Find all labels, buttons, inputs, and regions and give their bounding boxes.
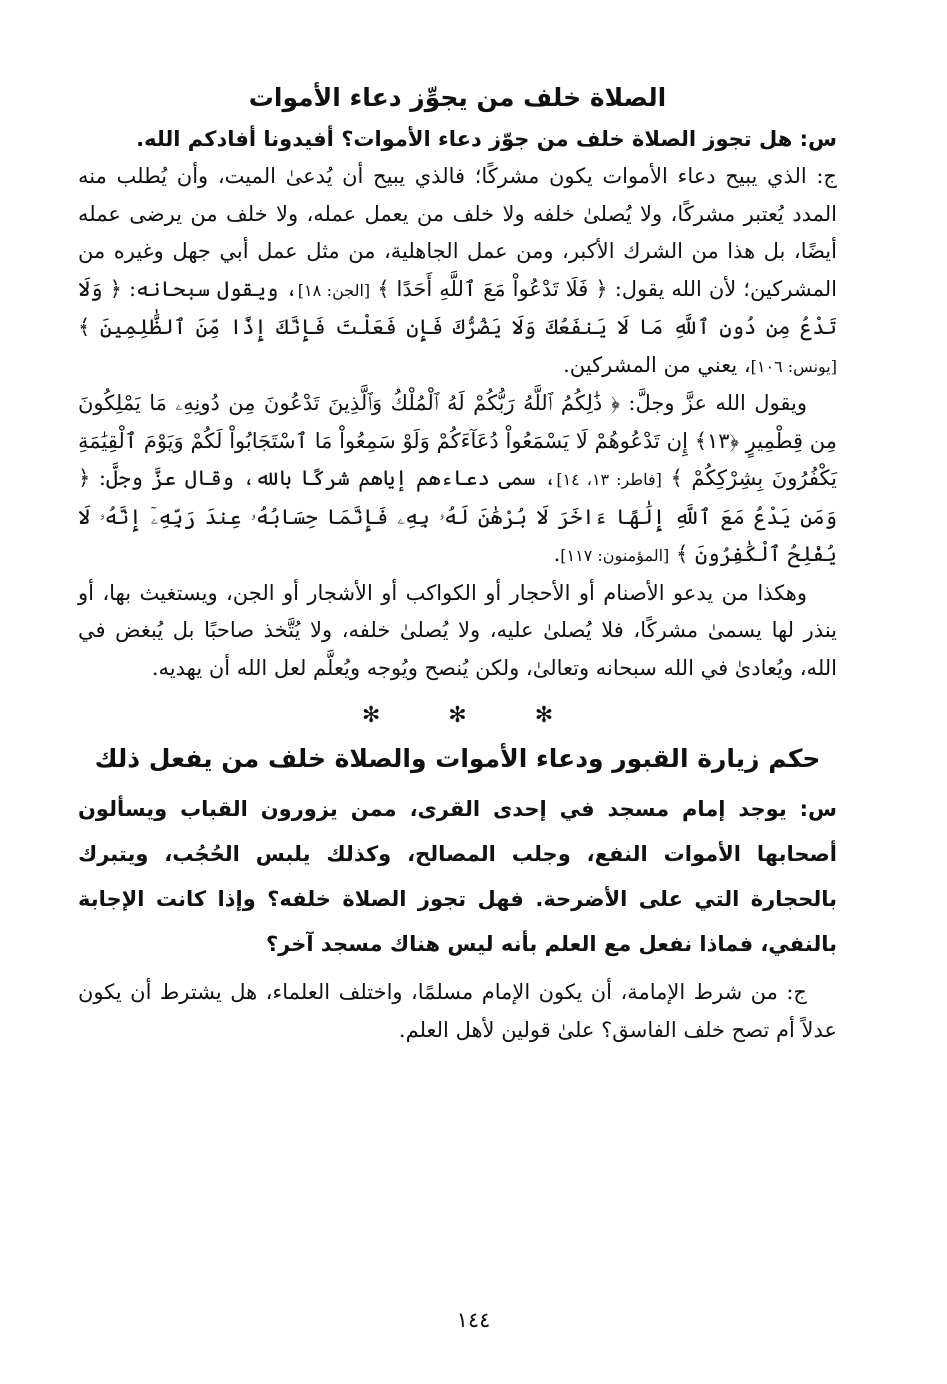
section1-answer-paragraph-1 [78, 158, 837, 385]
section1-answer-paragraph-2 [78, 385, 837, 575]
asterisk-ornament-icon: ✻ [361, 703, 381, 728]
verse-reference-muminun: [المؤمنون: ١١٧] [560, 546, 670, 565]
paragraph2-mid-text: ، سمى دعاءهم إياهم شركًا بالله، وقال عزَّ وجلَّ: [90, 466, 557, 490]
answer-end-text: ، يعني من المشركين. [563, 352, 751, 377]
section1-question: س: هل تجوز الصلاة خلف من جوّز دعاء الأموات؟ أفيدونا أفادكم الله. [136, 127, 837, 151]
section1-answer-paragraph-3: وهكذا من يدعو الأصنام أو الأحجار أو الكواكب أو الأشجار أو الجن، ويستغيث بها، أو ينذر لها يسمىٰ مشركًا، فلا يُصلىٰ عليه، ولا يُصلىٰ خلفه، ولا يُتَّخذ صاحبًا بل يُبغض في الله، ويُعادىٰ في الله سبحانه وتعالىٰ، ولكن يُنصح ويُوجه ويُعلَّم لعل الله أن يهديه. [78, 580, 837, 680]
quran-verse-muminun: ﴿ وَمَن يَدْعُ مَعَ ٱللَّهِ إِلَٰهًا ءَاخَرَ لَا بُرْهَٰنَ لَهُۥ بِهِۦ فَإِنَّمَا حِسَابُهُۥ عِندَ رَبِّهِۦٓ إِنَّهُۥ لَا يُفْلِحُ ٱلْكَٰفِرُونَ ﴾ [78, 466, 837, 566]
section2-answer: ج: من شرط الإمامة، أن يكون الإمام مسلمًا، واختلف العلماء، هل يشترط أن يكون عدلاً أم تصح خلف الفاسق؟ علىٰ قولين لأهل العلم. [78, 980, 837, 1042]
section-separator [78, 703, 837, 731]
asterisk-ornament-icon: ✻ [534, 703, 554, 728]
verse-reference-yunus: [يونس: ١٠٦] [750, 356, 837, 376]
paragraph2-end-text: . [553, 542, 561, 566]
section2-title: حكم زيارة القبور ودعاء الأموات والصلاة خلف من يفعل ذلك [94, 744, 821, 773]
verse-reference-jinn: [الجن: ١٨] [297, 280, 371, 300]
page-number: ١٤٤ [456, 1308, 491, 1332]
section2-question: س: يوجد إمام مسجد في إحدى القرى، ممن يزورون القباب ويسألون أصحابها الأموات النفع، وجلب المصالح، وكذلك يلبس الحُجُب، ويتبرك بالحجارة التي على الأضرحة. فهل تجوز الصلاة خلفه؟ وإذا كانت الإجابة بالنفي، فماذا نفعل مع العلم بأنه ليس هناك مسجد آخر؟ [78, 797, 837, 956]
asterisk-ornament-icon: ✻ [448, 703, 467, 728]
quran-verse-fatir: ﴿ ذَٰلِكُمُ ٱللَّهُ رَبُّكُمْ لَهُ ٱلْمُلْكُ وَٱلَّذِينَ تَدْعُونَ مِن دُونِهِۦ مَا يَمْلِكُونَ مِن قِطْمِيرٍ ﴿١٣﴾ إِن تَدْعُوهُمْ لَا يَسْمَعُواْ دُعَآءَكُمْ وَلَوْ سَمِعُواْ مَا ٱسْتَجَابُواْ لَكُمْ وَيَوْمَ ٱلْقِيَٰمَةِ يَكْفُرُونَ بِشِرْكِكُمْ ﴾ [78, 391, 838, 490]
quran-verse-jinn: ﴿ فَلَا تَدْعُواْ مَعَ ٱللَّهِ أَحَدًا ﴾ [377, 276, 608, 301]
section1-title: الصلاة خلف من يجوِّز دعاء الأموات [248, 83, 667, 112]
answer-intro-text: ج: الذي يبيح دعاء الأموات يكون مشركًا؛ فالذي يبيح أن يُدعىٰ الميت، وأن يُطلب منه المدد يُعتبر مشركًا، ولا يُصلىٰ خلفه ولا خلف من يعمل عمله، ولا خلف من يرضى عمله أيضًا، بل هذا من الشرك الأكبر، ومن عمل الجاهلية، من مثل عمل أبي جهل وغيره من المشركين؛ لأن الله يقول: [78, 164, 837, 301]
quran-verse-yunus: ﴿ وَلَا تَدْعُ مِن دُونِ ٱللَّهِ مَا لَا يَنفَعُكَ وَلَا يَضُرُّكَ فَإِن فَعَلْتَ فَإِنَّكَ إِذًا مِّنَ ٱلظَّٰلِمِينَ ﴾ [78, 276, 837, 339]
paragraph2-intro-text: ويقول الله عزَّ وجلَّ: [619, 391, 807, 415]
answer-mid-text: ، ويقول سبحانه: [121, 276, 298, 301]
verse-reference-fatir: [فاطر: ١٣، ١٤] [556, 470, 662, 489]
